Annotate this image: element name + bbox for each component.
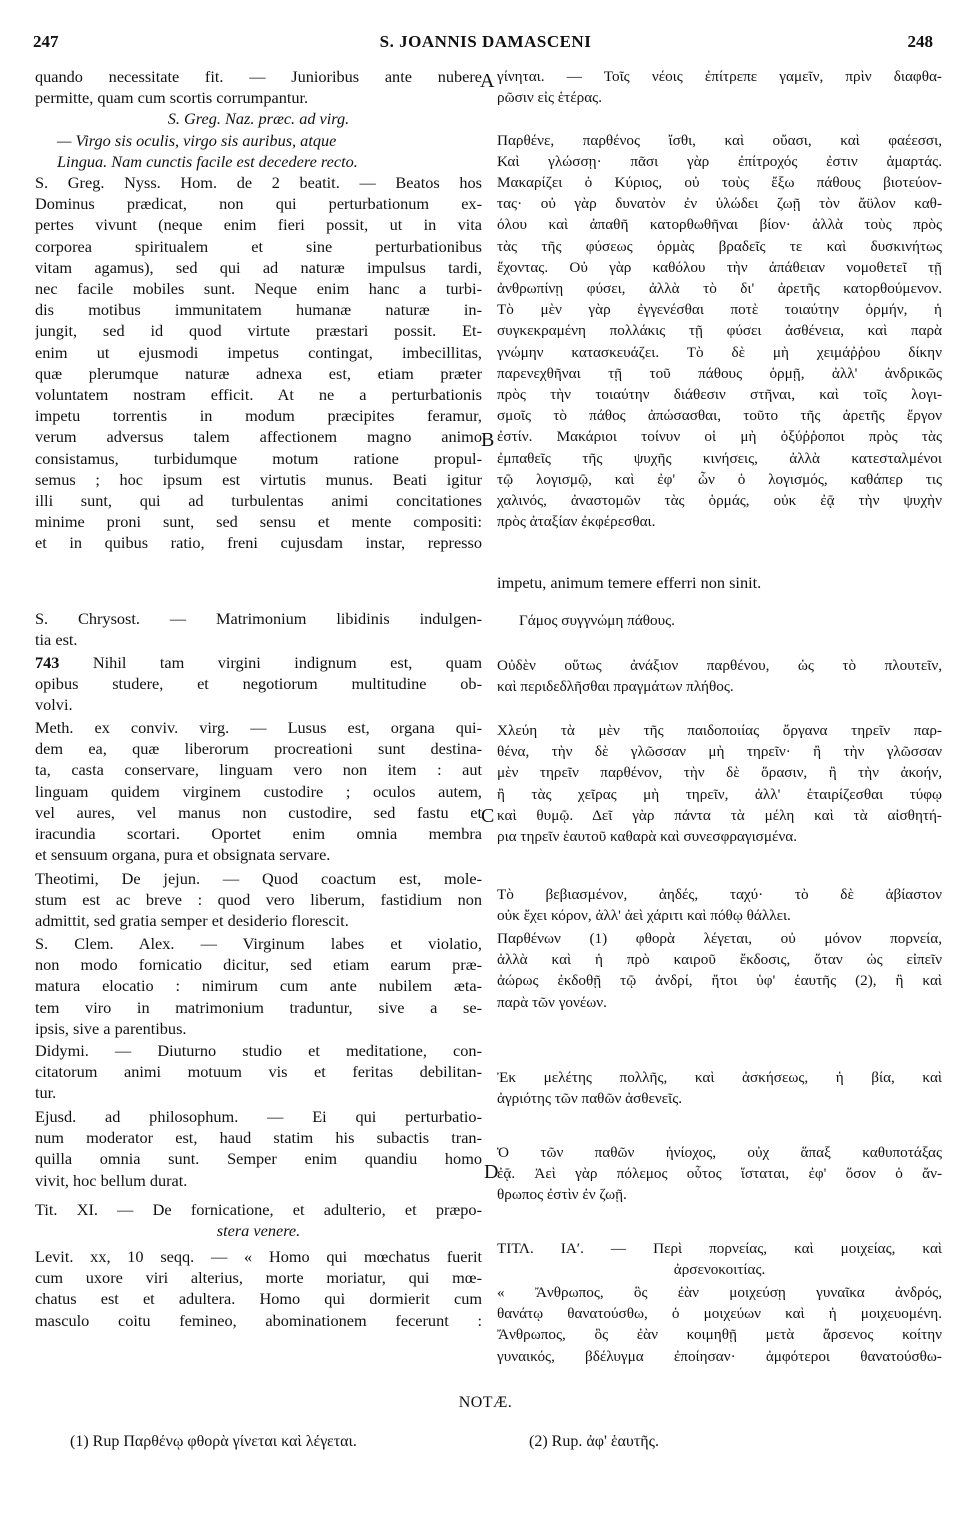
latin-paragraph: [35, 717, 482, 865]
text-line: Οὐδὲν οὕτως ἀνάξιον παρθένου, ὡς τὸ πλουτεῖν,: [497, 657, 942, 674]
greek-paragraph: [497, 884, 942, 926]
text-line: τὰς τῆς φύσεως ὁρμὰς βραδεῖς τε καὶ δυσκινήτως: [497, 237, 942, 255]
text-line: θένα, τὴν δὲ γλῶσσαν μὴ τηρεῖν· ἢ τὴν γλῶσσαν: [497, 743, 942, 761]
greek-paragraph: [497, 1067, 942, 1109]
text-line: S. Greg. Nyss. Hom. de 2 beatit. — Beatos hos: [35, 173, 482, 193]
text-line: Ἄνθρωπος, ὃς ἐὰν κοιμηθῇ μετὰ ἄρσενος κοίτην: [497, 1326, 942, 1344]
text-line: ἀγριότης τῶν παθῶν ἀσθενεῖς.: [497, 1090, 683, 1108]
text-line: παρενεχθῆναι τῇ τοῦ πάθους ὁρμῇ, ἀλλ' ἀνδρικῶς: [497, 364, 942, 382]
greek-paragraph: [497, 66, 942, 108]
latin-paragraph: [35, 608, 482, 650]
latin-paragraph: [35, 933, 482, 1039]
title-line: ΤΙΤΛ. ΙΑʹ. — Περὶ πορνείας, καὶ μοιχείας, καὶ: [497, 1240, 942, 1257]
text-line: Ἐκ μελέτης πολλῆς, καὶ ἀσκήσεως, ἡ βία, καὶ: [497, 1069, 942, 1086]
text-line: chatus est et adultera. Homo qui dormierit cum: [35, 1289, 482, 1309]
text-line: οὐκ ἔχει κόρον, ἀλλ' ἀεὶ χάριτι καὶ πόθῳ θάλλει.: [497, 907, 791, 925]
text-line: vitam agamus), sed qui ad naturæ impulsus tardi,: [35, 257, 482, 277]
page-header: [0, 30, 971, 56]
text-line: χαλινός, ἀναστομῶν τὰς ὁρμάς, οὐκ ἐᾷ τὴν ψυχὴν: [497, 492, 942, 510]
text-line: nec facile mobiles sunt. Neque enim hanc a turbi-: [35, 279, 482, 299]
text-line: πρὸς ἀταξίαν ἐκφέρεσθαι.: [497, 513, 656, 531]
text-line: Didymi. — Diuturno studio et meditatione, con-: [35, 1041, 482, 1060]
greek-paragraph: [497, 720, 942, 847]
text-line: ἐμπαθεῖς τῆς ψυχῆς κινήσεις, ἀλλὰ κατεσταλμένοι: [497, 449, 942, 467]
text-line: pertes vivunt (neque enim fieri possit, ut in vita: [35, 215, 482, 235]
text-line: corporea spiritualem et sine perturbationibus: [35, 236, 482, 256]
text-line: τῷ λογισμῷ, καὶ ἐφ' ὧν ὁ λογισμός, καθάπερ τις: [497, 470, 942, 488]
text-line: tia est.: [35, 630, 78, 650]
text-line: γυναικός, βδέλυγμα ἐποίησαν· ἀμφότεροι θανατούσθω-: [497, 1347, 942, 1365]
text-line: et sensuum organa, pura et obsignata servare.: [35, 845, 331, 865]
text-line: θανάτῳ θανατούσθω, ὁ μοιχεύων καὶ ἡ μοιχευομένη.: [497, 1305, 942, 1323]
text-line: illi sunt, qui ad turbulentas animi concitationes: [35, 491, 482, 511]
text-line: καὶ θυμῷ. Δεῖ γὰρ πάντα τὰ μέλη καὶ τὰ αἰσθητή-: [497, 806, 942, 824]
text-line: Γάμος συγγνώμη πάθους.: [519, 612, 675, 629]
text-line: καὶ περιδεδλῆσθαι πραγμάτων πλήθος.: [497, 678, 734, 696]
text-line: Ὁ τῶν παθῶν ἡνίοχος, οὐχ ἅπαξ καθυποτάξας: [497, 1144, 942, 1161]
text-line: παρὰ τῶν γονέων.: [497, 993, 607, 1011]
text-line: συγκεκραμένη πολλάκις τῇ φύσει ἀσθένεια, καὶ παρὰ: [497, 322, 942, 340]
text-line: permitte, quam cum scortis corrumpantur.: [35, 88, 309, 108]
text-line: πρὸς τὴν τοιαύτην διάθεσιν στῆναι, καὶ τοῖς λογι-: [497, 386, 942, 404]
greek-paragraph: [497, 1142, 942, 1206]
latin-paragraph: [35, 1246, 482, 1331]
page-number-left: 247: [33, 32, 59, 51]
text-line: jungit, sed id quod virtute præstari possit. Et-: [35, 321, 482, 341]
text-line: ἀνθρωπίνῃ φύσει, ἀλλὰ τὸ δι' ἀρετῆς κατορθούμενον.: [497, 280, 942, 298]
title-line: Tit. XI. — De fornicatione, et adulterio, et præpo-: [35, 1200, 482, 1219]
latin-paragraph: [35, 868, 482, 932]
greek-paragraph: [497, 655, 942, 697]
greek-paragraph: [497, 610, 942, 631]
greek-continuation: [497, 572, 942, 593]
margin-letter-d: D: [484, 1161, 499, 1183]
text-line: S. Clem. Alex. — Virginum labes et violatio,: [35, 934, 482, 953]
text-line: et in quibus ratio, freni cujusdam instar, represso: [35, 533, 482, 553]
text-line: ρια τηρεῖν ἑαυτοῦ καθαρὰ καὶ συνεσφραγισμένα.: [497, 828, 798, 846]
text-line: enim ut ejusmodi impetus contingat, imbecillitas,: [35, 342, 482, 362]
margin-letter-c: C: [481, 805, 495, 827]
text-line: ipsis, sive a parentibus.: [35, 1018, 187, 1038]
text-line: Levit. xx, 10 seqq. — « Homo qui mœchatus fuerit: [35, 1247, 482, 1266]
text-line: admittit, sed gratia semper et desiderio florescit.: [35, 911, 349, 931]
text-line: Τὸ βεβιασμένον, ἀηδές, ταχύ· τὸ δὲ ἀβίαστον: [497, 886, 942, 903]
text-line: ἐᾷ. Ἀεὶ γὰρ πόλεμος οὗτος ἵσταται, ἐφ' ὅσον ὁ ἄν-: [497, 1165, 942, 1183]
text-line: θρωπος ἐστὶν ἐν ζωῇ.: [497, 1186, 627, 1204]
text-line: γνώμην κατασκευάζει. Τὸ δὲ μὴ χειμάῤῥου δίκην: [497, 343, 942, 361]
text-line: ἐστίν. Μακάριοι τοίνυν οἱ μὴ ὀξύῤῥοποι πρὸς τὰς: [497, 428, 942, 446]
text-line: Μακαρίζει ὁ Κύριος, οὐ τοὺς ἔξω πάθους βιοτεύον-: [497, 174, 942, 191]
text-line: dis motibus immunitatem humanæ naturæ in-: [35, 300, 482, 320]
page-number-right: 248: [907, 32, 933, 51]
text-line: stum est ac breve : quod vero liberum, fastidium non: [35, 890, 482, 910]
text-line: vivit, hoc bellum durat.: [35, 1170, 188, 1190]
text-line: impetu torrentis in modum præcipites feramur,: [35, 406, 482, 426]
text-line: num moderator est, haud statim his subactis tran-: [35, 1128, 482, 1148]
footnote-2: (2) Rup. ἀφ' ἑαυτῆς.: [529, 1433, 659, 1450]
text-line: non modo fornicatio dicitur, sed etiam earum præ-: [35, 955, 482, 975]
greek-paragraph: [497, 928, 942, 1013]
verse-line: Lingua. Nam cunctis facile est decedere recto.: [57, 151, 358, 171]
text-line: voluntatem nostram efficit. At ne a perturbationis: [35, 385, 482, 405]
text-line: verum adversus talem affectionem magno animo: [35, 427, 482, 447]
section-title-greek: [497, 1238, 942, 1280]
text-line: tem viro in matrimonium traduntur, sive a se-: [35, 997, 482, 1017]
text-line: ἀώρως ἐκδοθῇ τῷ ἀνδρί, ἤτοι ὑφ' ἑαυτῆς (2), ἢ καὶ: [497, 972, 942, 990]
greek-verse: [497, 130, 942, 172]
text-line: volvi.: [35, 695, 73, 715]
text-line: iracundia scortari. Oportet enim omnia membra: [35, 824, 482, 844]
text-line: Χλεύη τὰ μὲν τῆς παιδοποιίας ὄργανα τηρεῖν παρ-: [497, 722, 942, 739]
margin-letter-b: B: [481, 429, 495, 451]
section-title-latin: [35, 1199, 482, 1241]
title-line: ἀρσενοκοιτίας.: [673, 1261, 766, 1279]
latin-paragraph: [35, 652, 482, 716]
text-line: ta, casta conservare, linguam vero non item : aut: [35, 760, 482, 780]
text-line: minime proni sunt, sed sensu et mente compositi:: [35, 512, 482, 532]
text-line: cum uxore viri alterius, morte moriatur, qui mœ-: [35, 1268, 482, 1288]
text-line: opibus studere, et negotiorum multitudine ob-: [35, 674, 482, 694]
text-line: Ejusd. ad philosophum. — Ei qui perturbatio-: [35, 1107, 482, 1126]
text-line: Theotimi, De jejun. — Quod coactum est, mole-: [35, 869, 482, 888]
text-line: masculo coitu femineo, abominationem fecerunt :: [35, 1310, 482, 1330]
verse-line: Παρθένε, παρθένος ἴσθι, καὶ οὔασι, καὶ φαέεσσι,: [497, 132, 942, 149]
text-line: ρῶσιν εἰς ἑτέρας.: [497, 89, 602, 107]
text-line: σμοῖς τὸ πάθος ἀπώσασθαι, τοῦτο τῆς ἀρετῆς ἔργον: [497, 407, 942, 425]
text-line: consistamus, turbidumque motum ratione propul-: [35, 448, 482, 468]
verse-line: Καὶ γλώσσῃ· πᾶσι γὰρ ἐπίτροχός ἐστιν ἁμαρτάς.: [497, 153, 942, 171]
text-line: Παρθένων (1) φθορὰ λέγεται, οὐ μόνον πορνεία,: [497, 930, 942, 947]
text-line: τας· οὐ γὰρ δυνατὸν ἐν ὑλώδει ζωῇ τὸν ἄϋλον καθ-: [497, 195, 942, 213]
text-line: quilla omnia sunt. Semper enim quandiu homo: [35, 1149, 482, 1169]
text-line: semus ; hoc ipsum est virtutis munus. Beati igitur: [35, 469, 482, 489]
text-line: Meth. ex conviv. virg. — Lusus est, organa qui-: [35, 718, 482, 737]
notes-title: NOTÆ.: [458, 1394, 513, 1411]
text-line: Τὸ μὲν γὰρ ἐγγενέσθαι ποτὲ τοιαύτην ὁρμήν, ἡ: [497, 301, 942, 319]
text-line: citatorum animi motuum vis et feritas debilitan-: [35, 1062, 482, 1082]
text-line: όλου καὶ ἀπαθῆ κατορθωθῆναι βίον· ἀλλὰ τοὺς πρὸς: [497, 216, 942, 234]
text-line: ἀλλὰ καὶ ἡ πρὸ καιροῦ ἔκδοσις, ὅταν ὡς εἰπεῖν: [497, 951, 942, 969]
latin-paragraph: [35, 1040, 482, 1104]
text-line: ἔχοντας. Οὐ γὰρ καθόλου τὴν ἀπάθειαν νομοθετεῖ τῇ: [497, 258, 942, 276]
text-line: vel aures, vel manus non custodire, sed fastu et: [35, 802, 482, 822]
text-line: matura elocatio : nimirum cum ante nubilem æta-: [35, 976, 482, 996]
text-line: Dominus prædicat, non qui perturbationum ex-: [35, 194, 482, 214]
footnote-1: (1) Rup Παρθένῳ φθορὰ γίνεται καὶ λέγεται.: [70, 1433, 357, 1450]
text-line: γίνηται. — Τοῖς νέοις ἐπίτρεπε γαμεῖν, πρὶν διαφθα-: [497, 68, 942, 85]
title-line: stera venere.: [216, 1221, 301, 1241]
text-line: « Ἄνθρωπος, ὃς ἐὰν μοιχεύσῃ γυναῖκα ἀνδρός,: [497, 1284, 942, 1301]
margin-letter-a: A: [480, 70, 495, 92]
greek-paragraph: [497, 172, 942, 532]
running-title: S. JOANNIS DAMASCENI: [379, 32, 592, 51]
text-line: S. Chrysost. — Matrimonium libidinis indulgen-: [35, 609, 482, 628]
text-line: tur.: [35, 1083, 57, 1103]
section-number: 743: [35, 653, 60, 672]
text-line: quæ plerumque naturæ adnexa est, etiam præter: [35, 363, 482, 383]
source-citation: S. Greg. Naz. præc. ad virg.: [167, 109, 350, 129]
verse-line: — Virgo sis oculis, virgo sis auribus, atque: [57, 130, 337, 150]
text-line: impetu, animum temere efferri non sinit.: [497, 573, 762, 592]
latin-paragraph: [35, 66, 482, 554]
text-line: ἢ τὰς χεῖρας μὴ τηρεῖν, ἀλλ' ἑταιρίζεσθαι τύφῳ: [497, 785, 942, 803]
text-line: dem ea, quæ liberorum procreationi sunt destina-: [35, 739, 482, 759]
latin-paragraph: [35, 1106, 482, 1191]
greek-paragraph: [497, 1282, 942, 1367]
text-line: 743 Nihil tam virgini indignum est, quam: [35, 653, 482, 672]
text-line: linguam quidem virginem custodire ; oculos autem,: [35, 781, 482, 801]
text-line: μὲν τηρεῖν παρθένον, τὴν δὲ ὅρασιν, ἢ τὴν ἀκοήν,: [497, 764, 942, 782]
text-line: quando necessitate fit. — Junioribus ante nubere: [35, 67, 482, 86]
